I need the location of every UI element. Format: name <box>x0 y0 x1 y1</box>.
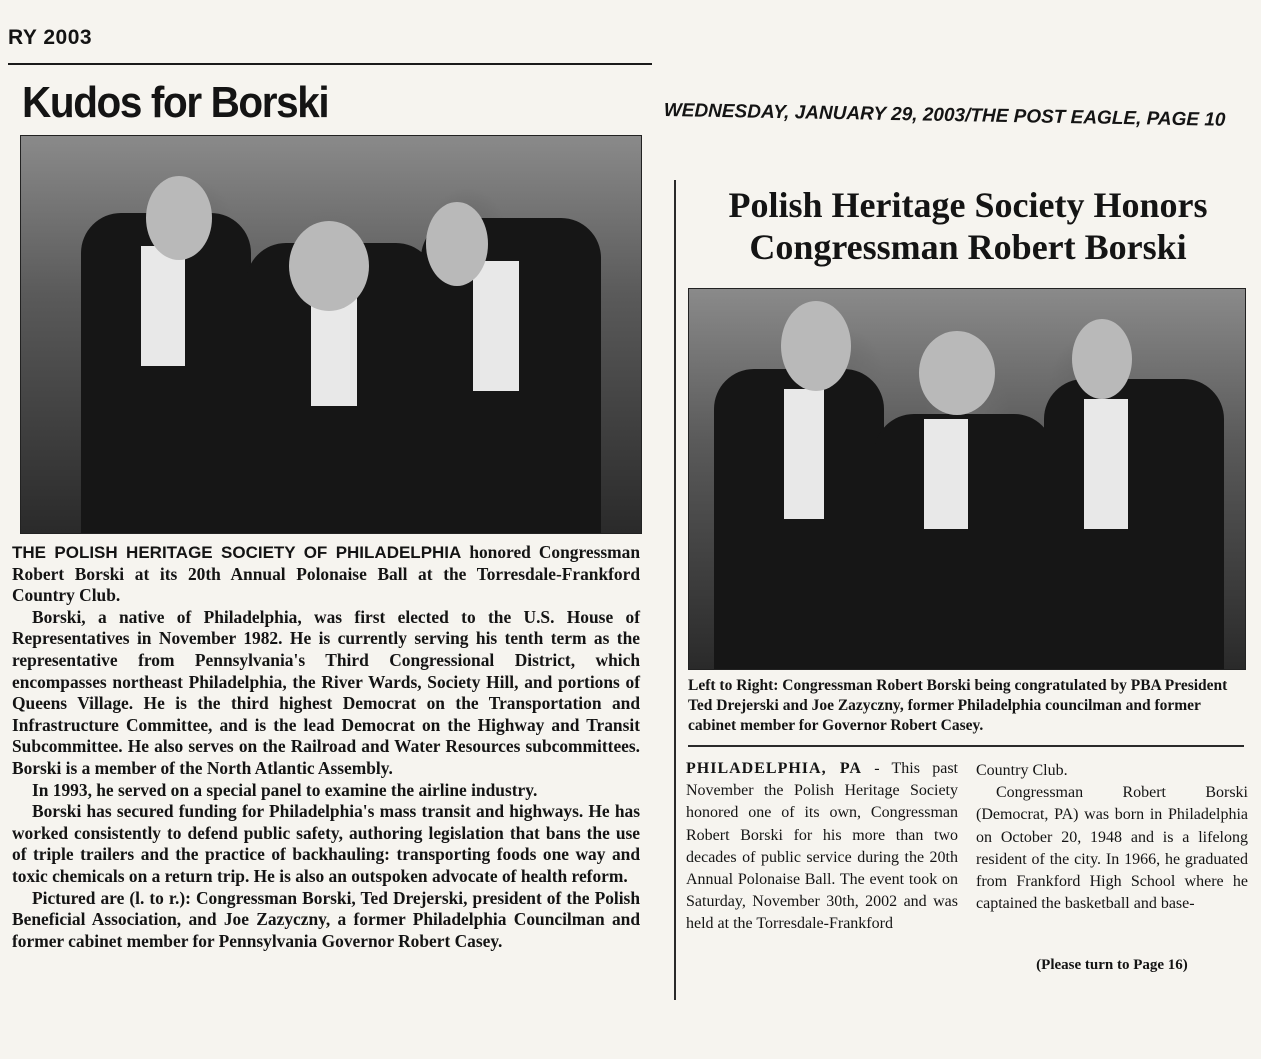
right-col1-text: - This past November the Polish Heritage Society honored one of its own, Congressman Robert Borski for his more than two decades of public service during the 20th Annual Polonaise Ball. The event took on Saturday, November 30th, 2002 and was held at the Torresdale-Frankford <box>686 760 958 933</box>
left-paragraph: Pictured are (l. to r.): Congressman Borski, Ted Drejerski, president of the Polish Beneficial Association, and Joe Zazyczny, a former Philadelphia Councilman and former cabinet member for Pennsylvania Governor Robert Casey. <box>12 887 640 951</box>
left-lead-paragraph <box>12 542 640 607</box>
left-header-rule <box>8 63 652 65</box>
right-headline <box>684 184 1252 268</box>
right-col1-dateline: PHILADELPHIA, PA <box>686 760 862 777</box>
photo-shirt <box>784 389 824 519</box>
right-article-column-1 <box>686 758 958 936</box>
photo-head <box>146 176 212 260</box>
left-paragraph: Borski has secured funding for Philadelphia's mass transit and highways. He has worked consistently to defend public safety, authoring legislation that bans the use of triple trailers and the practice of backhauling: transporting foods one way and toxic chemicals on a return trip. He is also an outspoken advocate of health reform. <box>12 801 640 886</box>
left-date-fragment: RY 2003 <box>8 26 93 49</box>
right-column-rule <box>674 180 676 1000</box>
photo-shirt <box>924 419 968 529</box>
photo-figure-right <box>1044 379 1224 669</box>
right-col1-paragraph <box>686 758 958 936</box>
photo-shirt <box>141 246 185 366</box>
photo-head <box>289 221 369 311</box>
photo-shirt <box>1084 399 1128 529</box>
left-headline: Kudos for Borski <box>22 78 329 127</box>
right-article-column-2 <box>976 760 1248 915</box>
right-col2-paragraph: Country Club. <box>976 762 1068 779</box>
left-paragraph: In 1993, he served on a special panel to examine the airline industry. <box>32 779 538 800</box>
right-dateline: WEDNESDAY, JANUARY 29, 2003/THE POST EAGLE, PAGE 10 <box>663 100 1226 131</box>
left-paragraph: Borski, a native of Philadelphia, was first elected to the U.S. House of Representatives in November 1982. He is currently serving his tenth term as the representative from Pennsylvania's Third Congressional District, which encompasses northeast Philadelphia, the River Wards, Society Hill, and portions of Queens Village. He is the third highest Democrat on the Transportation and Infrastructure Committee, and is the lead Democrat on the Highway and Transit Subcommittee. He also serves on the Railroad and Water Resources subcommittees. Borski is a member of the North Atlantic Assembly. <box>12 606 640 778</box>
photo-head <box>919 331 995 415</box>
right-continued-note: (Please turn to Page 16) <box>1036 957 1188 973</box>
left-photo <box>20 135 642 534</box>
photo-head <box>1072 319 1132 399</box>
right-headline-line1: Polish Heritage Society Honors <box>728 185 1208 225</box>
photo-head <box>426 202 488 286</box>
right-photo-caption: Left to Right: Congressman Robert Borski being congratulated by PBA President Ted Drejerski and Joe Zazyczny, former Philadelphia councilman and former cabinet member for Governor Robert Casey. <box>688 677 1228 734</box>
right-photo <box>688 288 1246 670</box>
left-lead-caps: THE POLISH HERITAGE SOCIETY OF PHILADELPHIA <box>12 543 462 562</box>
left-article-body <box>12 542 640 952</box>
right-headline-line2: Congressman Robert Borski <box>749 227 1187 267</box>
right-caption-rule <box>688 745 1244 747</box>
photo-shirt <box>473 261 519 391</box>
right-col2-paragraph: Congressman Robert Borski (Democrat, PA) was born in Philadelphia on October 20, 1948 and is a lifelong resident of the city. In 1966, he graduated from Frankford High School where he captained the basketball and base- <box>976 784 1248 913</box>
photo-head <box>781 301 851 391</box>
left-lead-rest: honored Congressman Robert Borski at its 20th Annual Polonaise Ball at the Torresdale-Frankford Country Club. <box>12 542 640 606</box>
